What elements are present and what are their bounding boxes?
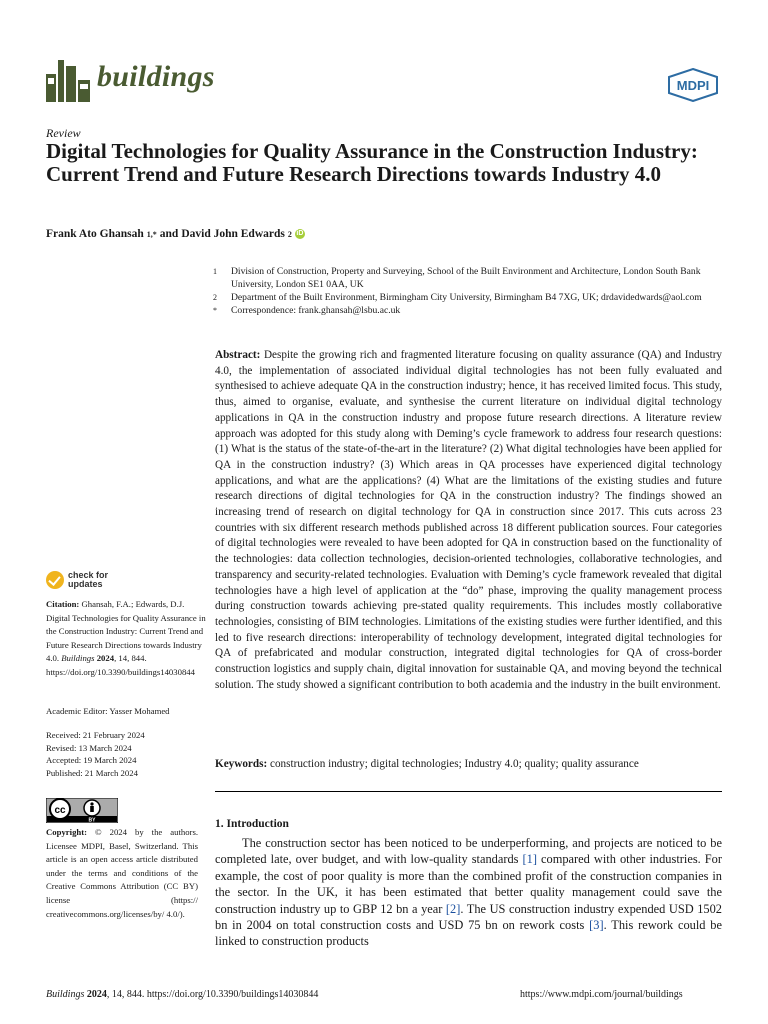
article-title: Digital Technologies for Quality Assurance in the Construction Industry: Current Trend and Future Research Directions towards Industry 4.0 [46, 139, 698, 186]
affiliation-mark: 1 [213, 267, 217, 276]
keywords-text: construction industry; digital technologies; Industry 4.0; quality; quality assurance [270, 758, 639, 770]
section-heading: 1. Introduction [215, 818, 289, 830]
check-updates-icon [46, 571, 64, 589]
reference-link[interactable]: [2] [445, 901, 461, 916]
affiliation-text: Department of the Built Environment, Birmingham City University, Birmingham B4 7XG, UK; drdavidedwards@aol.com [231, 292, 702, 303]
academic-editor: Academic Editor: Yasser Mohamed [46, 706, 170, 716]
author-affiliation-mark: 1,* [146, 229, 157, 239]
citation-year: 2024 [96, 653, 115, 664]
author-separator: and [159, 228, 179, 240]
check-updates-line1: check for [68, 570, 109, 580]
intro-text-part: . The US construction industry expended USD 1502 bn in 2004 on total construction costs and USD 75 bn on rework costs [215, 901, 722, 933]
accepted-date: Accepted: 19 March 2024 [46, 755, 137, 766]
publication-dates [46, 729, 145, 779]
reference-link[interactable]: [3] [589, 918, 604, 933]
mdpi-logo-text: MDPI [676, 78, 710, 93]
orcid-icon[interactable]: iD [296, 230, 304, 237]
article-type: Review [46, 126, 81, 140]
author-affiliation-mark: 2 [287, 229, 292, 239]
keywords-label: Keywords: [215, 758, 268, 770]
intro-text-part: compared with other industries. For example, the cost of poor quality is more than the combined profit of the construction companies in the sector. In the UK, it has been estimated that better quality management could save the construction industry up to GBP 12 bn a year [215, 852, 722, 916]
affiliation-mark: 2 [213, 293, 217, 302]
footer-journal: Buildings [46, 989, 85, 1000]
copyright-notice [46, 826, 198, 921]
keywords [215, 757, 722, 772]
citation-text: Ghansah, F.A.; Edwards, D.J. Digital Technologies for Quality Assurance in the Construction Industry: Current Trend and Future Research Directions towards Industry 4.0. [46, 599, 206, 664]
intro-text-part: . This rework could be linked to construction products [215, 918, 722, 949]
citation-label: Citation: [46, 599, 80, 609]
license-badge-text: BY [88, 817, 96, 823]
citation-journal: Buildings [61, 653, 95, 664]
footer-year: 2024 [86, 989, 107, 1000]
affiliations [213, 265, 713, 317]
svg-text:cc: cc [54, 805, 66, 816]
footer-doi[interactable]: , 14, 844. https://doi.org/10.3390/buildings14030844 [106, 989, 319, 1000]
mdpi-logo-icon[interactable] [667, 68, 719, 102]
abstract [215, 348, 722, 693]
reference-link[interactable]: [1] [522, 852, 537, 867]
revised-date: Revised: 13 March 2024 [46, 742, 132, 753]
footer-journal-url[interactable]: https://www.mdpi.com/journal/buildings [520, 989, 683, 1000]
citation-block [46, 598, 206, 680]
copyright-label: Copyright: [46, 827, 88, 837]
abstract-label: Abstract: [215, 349, 261, 361]
journal-logo-icon [46, 60, 90, 102]
affiliation-item [213, 265, 713, 291]
received-date: Received: 21 February 2024 [46, 730, 145, 740]
introduction-paragraph [215, 835, 722, 950]
citation-doi[interactable]: , 14, 844. https://doi.org/10.3390/buildings14030844 [46, 653, 195, 677]
check-updates-line2: updates [68, 579, 103, 589]
correspondence-text: Correspondence: frank.ghansah@lsbu.ac.uk [231, 305, 401, 316]
copyright-text: © 2024 by the authors. Licensee MDPI, Basel, Switzerland. This article is an open access article distributed under the terms and conditions of the Creative Commons Attribution (CC BY) license (https:// creativecommons.org/licenses/by/ 4.0/). [46, 827, 199, 919]
footer-citation [46, 989, 318, 1000]
check-for-updates-button[interactable] [46, 571, 108, 589]
cc-by-license-icon[interactable] [46, 798, 118, 823]
author-name[interactable]: Frank Ato Ghansah [46, 228, 144, 240]
author-name[interactable]: David John Edwards [181, 228, 285, 240]
journal-name: buildings [97, 60, 215, 93]
abstract-text: Despite the growing rich and fragmented literature focusing on quality assurance (QA) and Industry 4.0, the implementation of associated individual digital technologies has not been fully evaluated and synthesised to achieve adequate QA in the construction industry; hence, it has received limited focus. This study, thus, aimed to organise, evaluate, and synthesise the current literature on individual digital technology applications in QA in the construction industry and propose future research directions. A literature review approach was adopted for this study along with Deming’s cycle framework to address four research questions: (1) What is the status of the state-of-the-art in the literature? (2) What digital technologies have been applied for QA in the construction industry? (3) Which areas in QA processes have experienced digital technology applications, and what are the applications? (4) What are the limitations of the existing studies and future research directions of digital technologies for QA in the construction industry? The findings showed an increasing trend of research on digital technology for QA in construction since 2017. This cuts across 23 countries with six different research methods published across 18 different publication sources. Four categories of digital technologies were revealed to have been adopted for QA in construction based on the functionality of the technologies: data collection technologies, decision-oriented technologies, collaborative technologies, and transparency and security-related technologies. Evaluation with Deming’s cycle framework revealed that digital technologies have a high level of application at the “do” phase, improving the quality management process during construction towards achieving pre-stated quality requirements. This includes mostly collaborative technologies, consisting of BIM technologies. Limitations of the existing studies were further identified, and this led to five research directions: interoperability of technology development, integrated digital technologies for QA of prefabricated and modular construction, integrated digital technologies for QA of cross-border construction logistics and supply chain, digital innovation for sustainable QA, and moving beyond the technical solution. The study showed a significant contribution to both academia and the industry in the built environment. [215, 349, 723, 691]
published-date: Published: 21 March 2024 [46, 767, 138, 778]
intro-text-part: The construction sector has been noticed to be underperforming, and projects are noticed to be completed late, over budget, and with low-quality standards [215, 836, 722, 867]
affiliation-item [213, 291, 713, 304]
author-list [46, 228, 305, 240]
affiliation-text: Division of Construction, Property and Surveying, School of the Built Environment and Architecture, London South Bank University, London SE1 0AA, UK [231, 266, 701, 290]
affiliation-mark: * [213, 306, 217, 315]
section-divider [215, 791, 722, 792]
affiliation-item [213, 304, 713, 317]
